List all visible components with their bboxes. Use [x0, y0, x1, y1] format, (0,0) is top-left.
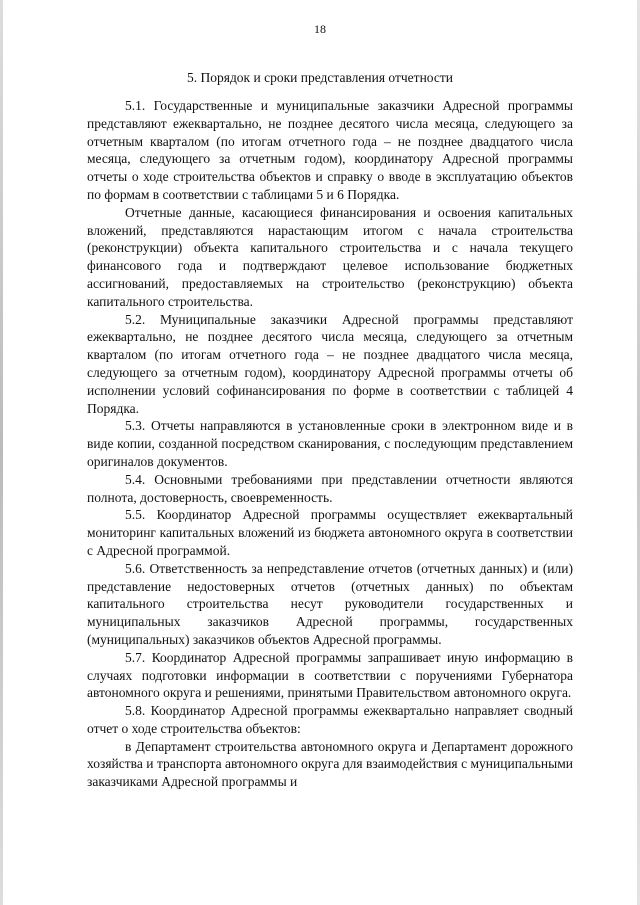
page-number: 18 [314, 22, 326, 36]
paragraph-5-8: 5.8. Координатор Адресной программы ежеквартально направляет сводный отчет о ходе строительства объектов: [87, 703, 573, 736]
paragraph-5-8-item: в Департамент строительства автономного округа и Департамент дорожного хозяйства и транспорта автономного округа для взаимодействия с муниципальными заказчиками Адресной программы и [87, 738, 573, 790]
paragraph-5-7: 5.7. Координатор Адресной программы запрашивает иную информацию в случаях подготовки информации в соответствии с поручениями Губернатора автономного округа и решениями, принятыми Правительством автономного округа. [87, 649, 573, 701]
paragraph-5-1: 5.1. Государственные и муниципальные заказчики Адресной программы представляют ежеквартально, не позднее десятого числа месяца, следующего за отчетным кварталом (по итогам отчетного года – не позднее двадцатого числа месяца, следующего за отчетным годом), координатору Адресной программы отчеты о ходе строительства объектов и справку о вводе в эксплуатацию объектов по формам в соответствии с таблицами 5 и 6 Порядка. [87, 98, 573, 202]
paragraph-5-3: 5.3. Отчеты направляются в установленные сроки в электронном виде и в виде копии, созданной посредством сканирования, с последующим представлением оригиналов документов. [87, 418, 573, 469]
paragraph-reporting-data: Отчетные данные, касающиеся финансирования и освоения капитальных вложений, представляются нарастающим итогом с начала строительства (реконструкции) объекта капитального строительства и с начала текущего финансового года и подтверждают целевое использование бюджетных ассигнований, предоставляемых на строительство (реконструкцию) объекта капитального строительства. [87, 204, 573, 309]
section-heading: 5. Порядок и сроки представления отчетности [186, 70, 453, 85]
document-body [87, 97, 573, 791]
paragraph-5-5: 5.5. Координатор Адресной программы осуществляет ежеквартальный мониторинг капитальных вложений из бюджета автономного округа в соответствии с Адресной программой. [87, 507, 573, 558]
paragraph-5-6: 5.6. Ответственность за непредставление отчетов (отчетных данных) и (или) представление недостоверных отчетов (отчетных данных) по объектам капитального строительства несут руководители государственных и муниципальных заказчиков Адресной программы, государственных (муниципальных) заказчиков объектов Адресной программы. [87, 560, 573, 647]
paragraph-5-4: 5.4. Основными требованиями при представлении отчетности являются полнота, достоверность, своевременность. [87, 471, 573, 505]
scan-edge-left [0, 0, 3, 905]
paragraph-5-2: 5.2. Муниципальные заказчики Адресной программы представляют ежеквартально, не позднее десятого числа месяца, следующего за отчетным кварталом (по итогам отчетного года – не позднее двадцатого числа месяца, следующего за отчетным годом), координатору Адресной программы отчеты об исполнении условий софинансирования по форме в соответствии с таблицей 4 Порядка. [87, 311, 573, 416]
